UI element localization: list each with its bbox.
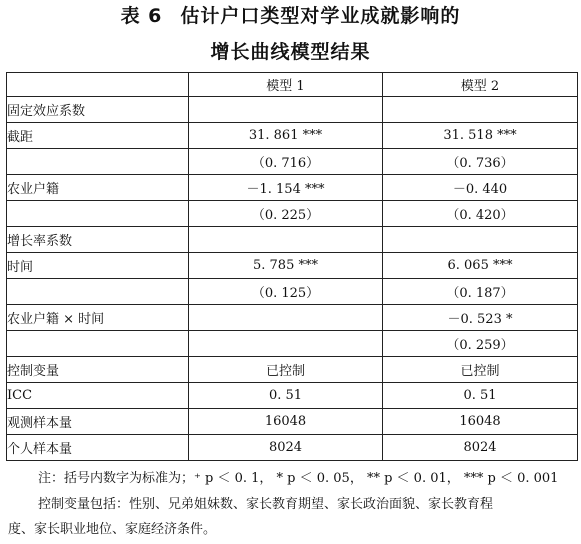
model-2-cell: （0. 420） [383, 201, 578, 227]
table-row [7, 227, 578, 253]
row-label: 时间 [7, 253, 189, 279]
row-label [7, 279, 189, 305]
table-row [7, 305, 578, 331]
model-1-cell: 16048 [189, 409, 383, 435]
model-2-cell: 8024 [383, 435, 578, 461]
table-title-text: 估计户口类型对学业成就影响的 [180, 5, 461, 27]
table-row [7, 149, 578, 175]
model-2-cell: （0. 187） [383, 279, 578, 305]
model-1-cell: 8024 [189, 435, 383, 461]
model-2-cell: （0. 736） [383, 149, 578, 175]
model-1-cell: 已控制 [189, 357, 383, 383]
row-label [7, 201, 189, 227]
model-1-cell: （0. 716） [189, 149, 383, 175]
row-label: 控制变量 [7, 357, 189, 383]
row-label: 截距 [7, 123, 189, 149]
table-title [0, 4, 581, 28]
model-1-cell: 5. 785 *** [189, 253, 383, 279]
model-2-cell: －0. 440 [383, 175, 578, 201]
model-2-cell: 31. 518 *** [383, 123, 578, 149]
header-cell-model-2: 模型 2 [383, 73, 578, 97]
model-1-cell: 0. 51 [189, 383, 383, 409]
note-controls: 控制变量包括：性别、兄弟姐妹数、家长教育期望、家长政治面貌、家长教育程 [38, 497, 494, 512]
model-1-cell: －1. 154 *** [189, 175, 383, 201]
model-2-cell: 6. 065 *** [383, 253, 578, 279]
table-row [7, 279, 578, 305]
model-2-cell [383, 97, 578, 123]
table-row [7, 435, 578, 461]
row-label: 个人样本量 [7, 435, 189, 461]
table-row [7, 97, 578, 123]
header-cell-model-1: 模型 1 [189, 73, 383, 97]
table-title-line2: 增长曲线模型结果 [210, 41, 371, 63]
row-label: 农业户籍 × 时间 [7, 305, 189, 331]
note-significance: 注：括号内数字为标准为；⁺ p ＜ 0. 1， * p ＜ 0. 05， ** p ＜ 0. 01， *** p ＜ 0. 001 [38, 471, 559, 486]
header-row [7, 73, 578, 97]
row-label [7, 149, 189, 175]
table-row [7, 123, 578, 149]
model-1-cell [189, 331, 383, 357]
table-row [7, 357, 578, 383]
model-1-cell [189, 227, 383, 253]
table-number: 表 6 [120, 5, 163, 27]
row-label: ICC [7, 383, 189, 409]
row-label: 观测样本量 [7, 409, 189, 435]
row-label: 增长率系数 [7, 227, 189, 253]
model-1-cell: （0. 225） [189, 201, 383, 227]
model-1-cell: 31. 861 *** [189, 123, 383, 149]
row-label [7, 331, 189, 357]
model-1-cell: （0. 125） [189, 279, 383, 305]
note-controls-continued: 度、家长职业地位、家庭经济条件。 [8, 522, 217, 537]
results-table [6, 72, 578, 461]
table-row [7, 201, 578, 227]
table-row [7, 331, 578, 357]
table-row [7, 409, 578, 435]
model-1-cell [189, 97, 383, 123]
model-2-cell: （0. 259） [383, 331, 578, 357]
model-2-cell: 已控制 [383, 357, 578, 383]
model-2-cell [383, 227, 578, 253]
table-row [7, 383, 578, 409]
model-2-cell: 16048 [383, 409, 578, 435]
model-2-cell: 0. 51 [383, 383, 578, 409]
row-label: 农业户籍 [7, 175, 189, 201]
table-row [7, 175, 578, 201]
row-label: 固定效应系数 [7, 97, 189, 123]
header-cell-variable [7, 73, 189, 97]
model-2-cell: －0. 523 * [383, 305, 578, 331]
table-row [7, 253, 578, 279]
model-1-cell [189, 305, 383, 331]
